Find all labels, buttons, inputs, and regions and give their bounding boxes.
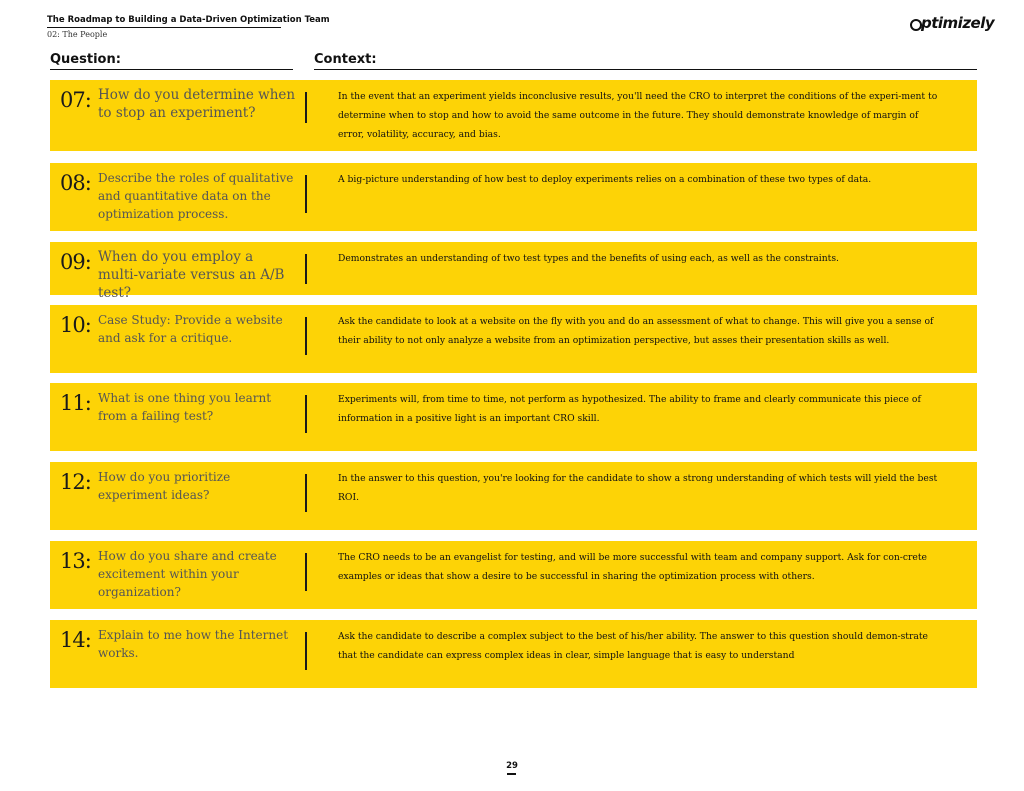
divider-bar bbox=[305, 395, 307, 433]
question-text: Explain to me how the Internet works. bbox=[98, 628, 289, 660]
context-text: In the answer to this question, you're looking for the candidate to show a strong understanding of which tests will yield the best ROI. bbox=[338, 473, 938, 503]
document-title: The Roadmap to Building a Data-Driven Optimization Team bbox=[47, 15, 281, 28]
context-column-header: Context: bbox=[314, 52, 977, 70]
question-number: 07: bbox=[60, 88, 91, 112]
context-text: Experiments will, from time to time, not perform as hypothesized. The ability to frame and clearly communicate this piece of information in a positive light is an important CRO skill. bbox=[338, 394, 921, 424]
question-row bbox=[50, 541, 977, 609]
divider-bar bbox=[305, 175, 307, 213]
question-number: 12: bbox=[60, 470, 91, 494]
question-row bbox=[50, 383, 977, 451]
question-text: Describe the roles of qualitative and quantitative data on the optimization process. bbox=[98, 171, 294, 221]
question-row bbox=[50, 80, 977, 151]
page-number-underline bbox=[507, 773, 516, 775]
divider-bar bbox=[305, 317, 307, 355]
context-text: Demonstrates an understanding of two test types and the benefits of using each, as well as the constraints. bbox=[338, 253, 839, 264]
question-row bbox=[50, 462, 977, 530]
divider-bar bbox=[305, 254, 307, 284]
question-text: Case Study: Provide a website and ask for a critique. bbox=[98, 313, 283, 345]
section-subtitle: 02: The People bbox=[47, 30, 108, 39]
context-text: A big-picture understanding of how best to deploy experiments relies on a combination of these two types of data. bbox=[338, 174, 872, 185]
optimizely-logo bbox=[910, 14, 994, 32]
question-text: How do you prioritize experiment ideas? bbox=[98, 470, 231, 502]
question-number: 14: bbox=[60, 628, 91, 652]
question-text: When do you employ a multi-variate versus an A/B test? bbox=[98, 249, 285, 301]
context-text: Ask the candidate to look at a website on the fly with you and do an assessment of what to change. This will give you a sense of their ability to not only analyze a website from an optimization perspective, but asses their presentation skills as well. bbox=[338, 316, 934, 346]
question-number: 11: bbox=[60, 391, 91, 415]
context-text: Ask the candidate to describe a complex subject to the best of his/her ability. The answer to this question should demon-strate that the candidate can express complex ideas in clear, simple language that is easy to understand bbox=[338, 631, 928, 661]
question-number: 10: bbox=[60, 313, 91, 337]
question-row bbox=[50, 620, 977, 688]
question-text: How do you determine when to stop an experiment? bbox=[98, 87, 296, 121]
divider-bar bbox=[305, 474, 307, 512]
context-text: In the event that an experiment yields inconclusive results, you'll need the CRO to interpret the conditions of the experi-ment to determine when to stop and how to avoid the same outcome in the future. They should demonstrate knowledge of margin of error, volatility, accuracy, and bias. bbox=[338, 91, 938, 140]
logo-text: ptimizely bbox=[921, 14, 995, 32]
question-row bbox=[50, 242, 977, 301]
question-column-header: Question: bbox=[50, 52, 293, 70]
question-number: 13: bbox=[60, 549, 91, 573]
question-row bbox=[50, 163, 977, 231]
divider-bar bbox=[305, 92, 307, 123]
question-number: 09: bbox=[60, 250, 91, 274]
question-text: What is one thing you learnt from a failing test? bbox=[98, 391, 272, 423]
question-number: 08: bbox=[60, 171, 91, 195]
divider-bar bbox=[305, 553, 307, 591]
question-text: How do you share and create excitement within your organization? bbox=[98, 549, 277, 599]
question-row bbox=[50, 305, 977, 373]
context-text: The CRO needs to be an evangelist for testing, and will be more successful with team and company support. Ask for con-crete examples or ideas that show a desire to be successful in sharing the optimization process with others. bbox=[338, 552, 927, 582]
divider-bar bbox=[305, 632, 307, 670]
page-number: 29 bbox=[506, 761, 518, 771]
